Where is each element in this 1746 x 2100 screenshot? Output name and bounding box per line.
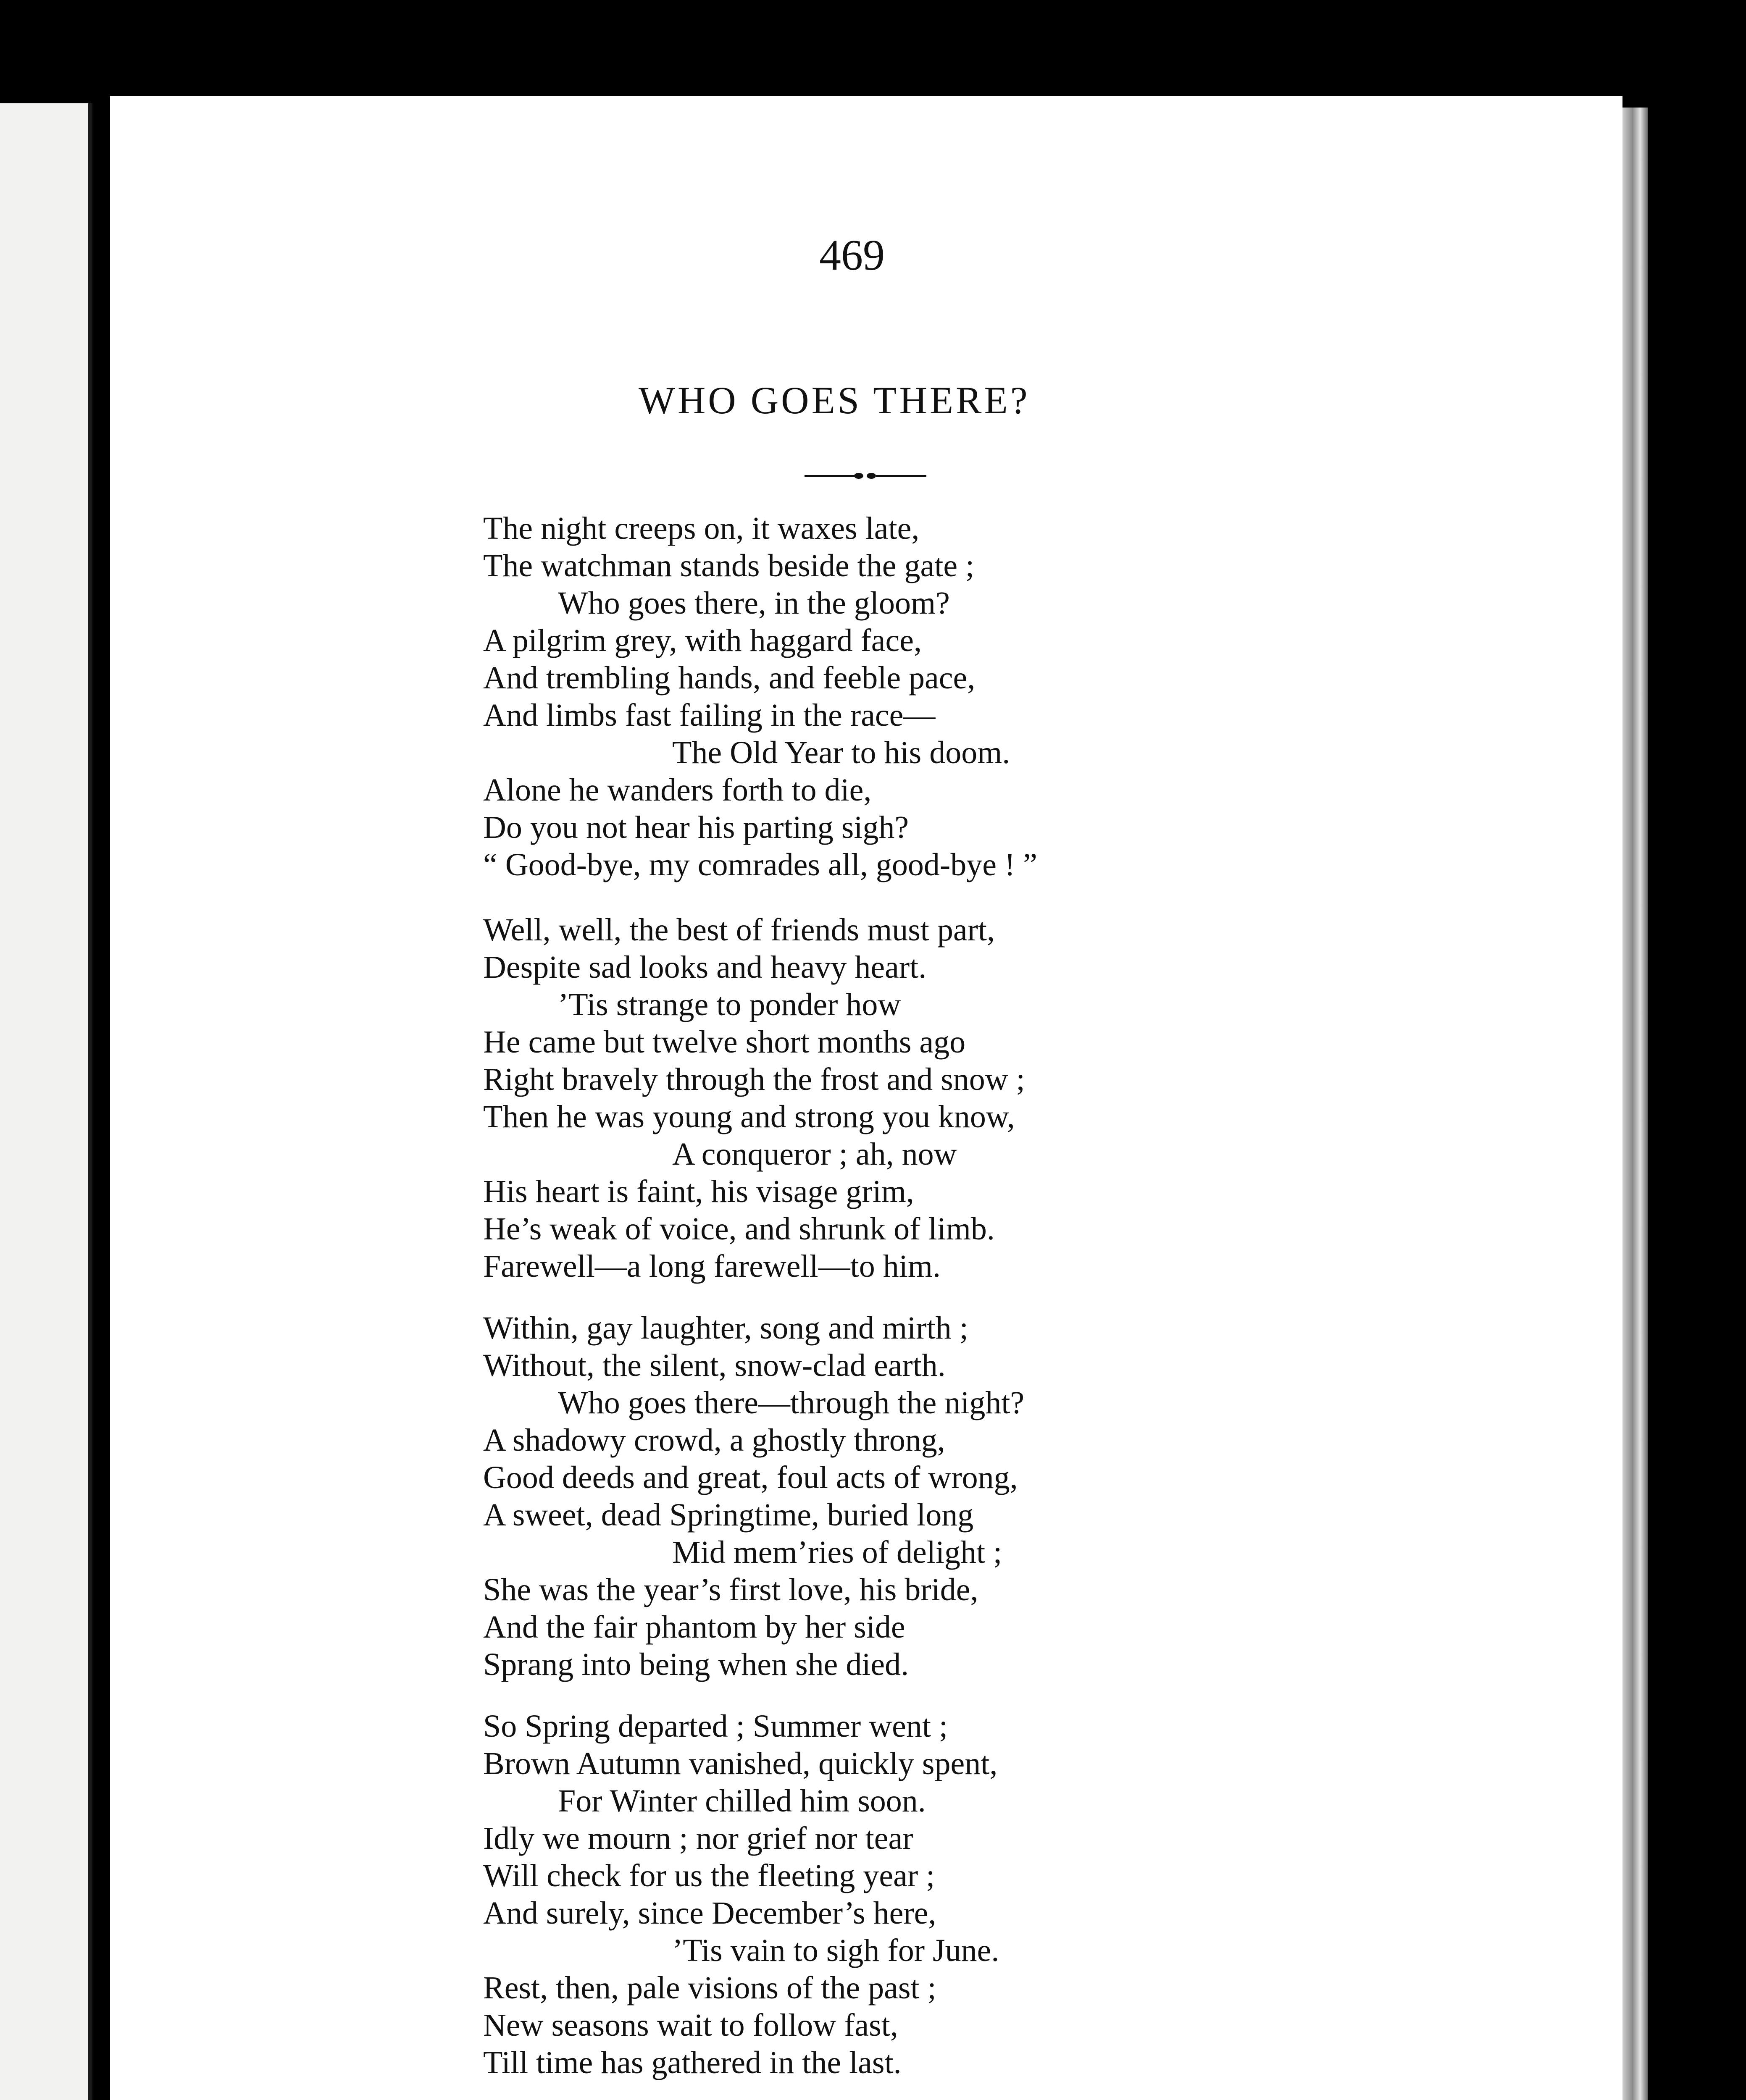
poem-line: A pilgrim grey, with haggard face, (483, 623, 922, 658)
poem-line: Within, gay laughter, song and mirth ; (483, 1310, 968, 1346)
stanza-2 (483, 911, 1025, 1285)
poem-line: “ Good-bye, my comrades all, good-bye ! ” (483, 847, 1038, 882)
stanza-1 (483, 510, 1037, 884)
poem-line: Well, well, the best of friends must part, (483, 912, 995, 948)
poem-title: WHO GOES THERE? (639, 379, 1030, 422)
poem-line: Sprang into being when she died. (483, 1647, 909, 1682)
poem-line: And trembling hands, and feeble pace, (483, 660, 976, 696)
poem-line: For Winter chilled him soon. (558, 1783, 926, 1819)
poem-line: A sweet, dead Springtime, buried long (483, 1497, 974, 1533)
poem-line: And surely, since December’s here, (483, 1895, 936, 1931)
poem-line: ’Tis strange to ponder how (558, 987, 901, 1022)
poem-line: He’s weak of voice, and shrunk of limb. (483, 1211, 995, 1247)
poem-line: Till time has gathered in the last. (483, 2045, 902, 2080)
stanza-3 (483, 1310, 1024, 1683)
page-stack-edge (1622, 108, 1648, 2100)
poem-line: The watchman stands beside the gate ; (483, 548, 975, 583)
poem-line: So Spring departed ; Summer went ; (483, 1709, 948, 1744)
poem-line: Will check for us the fleeting year ; (483, 1858, 935, 1893)
poem-line: Who goes there, in the gloom? (558, 585, 950, 621)
poem-line: Mid mem’ries of delight ; (672, 1535, 1002, 1570)
adjacent-page-edge (0, 103, 92, 2100)
poem-line: A conqueror ; ah, now (672, 1137, 957, 1172)
poem-line: Farewell—a long farewell—to him. (483, 1249, 941, 1284)
poem-line: And the fair phantom by her side (483, 1609, 905, 1645)
poem-line: The Old Year to his doom. (672, 735, 1010, 770)
title-ornament (805, 473, 926, 479)
poem-line: Rest, then, pale visions of the past ; (483, 1970, 936, 2006)
page-number: 469 (819, 231, 885, 279)
poem-line: Idly we mourn ; nor grief nor tear (483, 1821, 913, 1856)
poem-line: A shadowy crowd, a ghostly throng, (483, 1423, 945, 1458)
poem-line: Alone he wanders forth to die, (483, 772, 872, 808)
poem-line: Despite sad looks and heavy heart. (483, 950, 927, 985)
poem-line: His heart is faint, his visage grim, (483, 1174, 914, 1209)
stanza-4 (483, 1708, 999, 2082)
poem-line: Without, the silent, snow-clad earth. (483, 1348, 946, 1383)
poem-line: She was the year’s first love, his bride, (483, 1572, 978, 1607)
poem-line: Brown Autumn vanished, quickly spent, (483, 1746, 998, 1781)
poem-line: He came but twelve short months ago (483, 1024, 966, 1060)
poem-line: Good deeds and great, foul acts of wrong, (483, 1460, 1018, 1495)
poem-line: Right bravely through the frost and snow ; (483, 1062, 1025, 1097)
poem-line: Who goes there—through the night? (558, 1385, 1025, 1420)
poem-line: ’Tis vain to sigh for June. (672, 1933, 999, 1968)
poem-line: Do you not hear his parting sigh? (483, 810, 909, 845)
poem-line: And limbs fast failing in the race— (483, 698, 936, 733)
poem-line: The night creeps on, it waxes late, (483, 511, 920, 546)
poem-line: Then he was young and strong you know, (483, 1099, 1015, 1134)
poem-line: New seasons wait to follow fast, (483, 2008, 898, 2043)
